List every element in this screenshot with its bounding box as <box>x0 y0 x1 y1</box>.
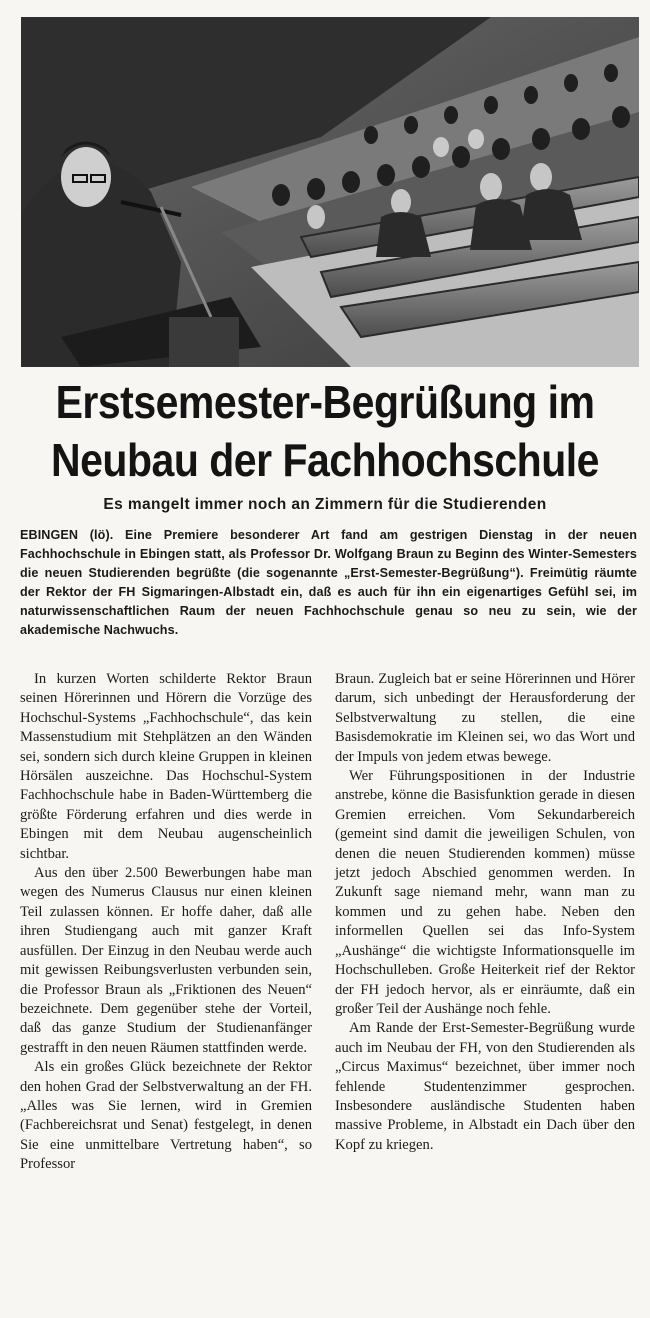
article-headline: Erstsemester-Begrüßung im Neubau der Fachhochschule <box>51 376 599 487</box>
paragraph: Wer Führungspositionen in der Industrie anstrebe, könne die Basisfunktion gerade in diesen Gremien erreichen. Vom Sekundarbereich (gemeint sind damit die jeweiligen Schulen, von denen die neuen Studierenden kommen) müsse jetzt jedoch Abschied genommen werden. In Zukunft sage niemand mehr, wann man zu kommen und zu gehen habe. Neben den informellen Quellen sei das Info-System „Aushänge“ die wichtigste Informationsquelle im Hochschulleben. Große Heiterkeit rief der Rektor der FH jedoch hervor, als er einräumte, daß ein großer Teil der Aushänge noch fehle. <box>335 768 635 1017</box>
article-lead: EBINGEN (lö). Eine Premiere besonderer Art fand am gestrigen Dienstag in der neuen Fachhochschule in Ebingen statt, als Professor Dr. Wolfgang Braun zu Beginn des Winter-Semesters die neuen Studierenden begrüßte (die sogenannte „Erst-Semester-Begrüßung“). Freimütig räumte der Rektor der FH Sigmaringen-Albstadt ein, daß es auch für ihn ein eigenartiges Gefühl sei, im naturwissenschaftlichen Raum der neuen Fachhochschule genau so neu zu sein, wie der akademische Nachwuchs. <box>20 528 637 638</box>
article-column-right <box>335 670 635 1155</box>
lecture-hall-photo <box>21 17 639 367</box>
article-subheadline: Es mangelt immer noch an Zimmern für die Studierenden <box>103 496 547 513</box>
paragraph: Am Rande der Erst-Semester-Begrüßung wurde auch im Neubau der FH, von den Studierenden als „Circus Maximus“ bezeichnet, über immer noch fehlende Studentenzimmer gesprochen. Insbesondere ausländische Studenten haben massive Probleme, in Albstadt ein Dach über den Kopf zu kriegen. <box>335 1020 635 1153</box>
paragraph: Braun. Zugleich bat er seine Hörerinnen und Hörer darum, sich unbedingt der Herausforderung der Selbstverwaltung zu stellen, die eine Basisdemokratie im Kleinen sei, wo das Wort und der Impuls von jedem etwas bewege. <box>335 671 635 765</box>
lecture-hall-illustration <box>21 17 639 367</box>
article-column-left <box>20 670 312 1175</box>
paragraph: Als ein großes Glück bezeichnete der Rektor den hohen Grad der Selbstverwaltung an der FH. „Alles was Sie lernen, wird in Gremien (Fachbereichsrat und Senat) festgelegt, in denen Sie eine unmittelbare Vertretung haben“, so Professor <box>20 1059 312 1173</box>
paragraph: In kurzen Worten schilderte Rektor Braun seinen Hörerinnen und Hörern die Vorzüge des Hochschul-Systems „Fachhochschule“, das kein Massenstudium mit Stehplätzen an den Wänden sei, sondern sich durch kleine Gruppen in kleinen Hörsälen auszeichne. Das Hochschul-System Fachhochschule habe in Baden-Württemberg die größte Förderung erfahren und dies werde in Ebingen mit dem Neubau augenscheinlich sichtbar. <box>20 671 312 862</box>
paragraph: Aus den über 2.500 Bewerbungen habe man wegen des Numerus Clausus nur einen kleinen Teil zulassen können. Er hoffe daher, daß alle ihren Studiengang auch mit ganzer Kraft ausfüllen. Der Einzug in den Neubau werde auch mit gewissen Reibungsverlusten verbunden sein, die Professor Braun als „Friktionen des Neuen“ bezeichnete. Dem gegenüber stehe der Vorteil, daß das ganze Studium der Studienanfänger gestrafft in den neuen Räumen stattfinden werde. <box>20 865 312 1056</box>
